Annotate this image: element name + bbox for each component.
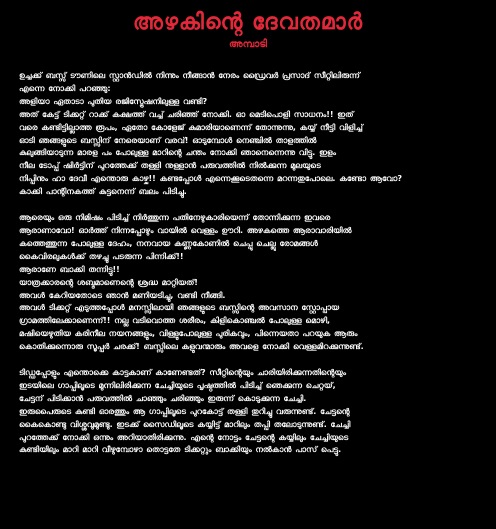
text-line: അളിയാ ഏതാടാ പുതിയ രജിസ്ട്രേഷനിലുള്ള വണ്ടി? [19,96,208,106]
paragraph [19,70,477,199]
paragraph [19,212,477,354]
text-line: കൈവിരലുകൾക്ക് തഴച്ചു പടരുന്ന പിന്നിക്ക്!! [19,251,184,261]
text-line: എന്നെ നോക്കി പറഞ്ഞു: [19,83,111,93]
text-line: ഗ്രാമത്തിലേക്കാണെന്ന്!! നല്ല വടിവൊത്ത ശരീരം, കിളികൊഞ്ചൽ പോലുള്ള മൊഴി, [19,316,331,326]
text-line: കുലുങ്ങിയാടുന്ന മാരള പം പോലുള്ള മാറിന്റെ ചന്തം നോക്കി ഞാനെന്നെന്നു വിട്ടു. ഇളം [19,148,336,158]
text-line: മഷിയെഴുതിയ കരിനീല നയനങ്ങളും, വിള്ളുപോലുള്ള പുരികവും, പിന്നെയതാ പറയുക ആരും [19,329,358,339]
text-line: വരെ കണ്ടിട്ടില്ലാത്ത രൂപം, ഏതോ കോളേജ് കുമാരിയാണെന്ന് തോന്നുന്നു, കയ്യ് നീട്ടി വിളിച്ച് [19,122,363,132]
text-line: ഉച്ചക്ക് ബസ്സ് ടൗണിലെ സ്റ്റാൻഡിൽ നിന്നും നീങ്ങാൻ നേരം ഡ്രൈവർ പ്രസാദ് സീറ്റിലിരുന്ന് [19,71,360,80]
text-line: ഇരുപൈരുടെ കുണ്ടി ഓരത്തും ആ ഗാപ്പിലൂടെ പുറകോട്ട് തള്ളി തുറിച്ചു വരുന്നുണ്ട്. ചേട്ടന്റെ [19,406,350,416]
text-line: ഓടി ഞങ്ങളുടെ ബസ്സിന് നേരെയാണ് വരവ്! ഓടുമ്പോൾ നെഞ്ചിൽ താളത്തിൽ [19,135,317,145]
text-line: അവൾ ടിക്കറ്റ് എടുത്തപ്പോൾ മനസ്സിലായി ഞങ്ങളുടെ ബസ്സിന്റെ അവസാന സ്റ്റോപ്പായ [19,303,340,313]
text-line: ആരെയും ഒരു നിമിഷം പിടിച്ച് നിർത്തുന്ന പതിനേഴുകാരിയെന്ന് തോന്നിക്കുന്ന ഇവരെ [19,213,331,223]
text-line: നിപ്പിനും ഹാ ദേവീ എന്തൊരു കാഴ്ച!! കണ്ടപ്പോൾ എന്നെക്കൂടെതന്നെ മറന്നതുപോലെ. കണ്ടോ ആവോ? [19,174,402,184]
text-line: കൈകൊണ്ടു വിശ്ശവുമുണ്ടു. ഇടക്ക് സൈഡിലൂടെ കയ്യിട്ട് മാറിലും തപ്പി തലോടുന്നുണ്ട്. ചേച്ചി [19,419,351,429]
text-line: പുറത്തേക്ക് നോക്കി ഒന്നും അറിയാതിരിക്കുന്നു. എന്റെ നോട്ടം ചേട്ടന്റെ കയ്യിലും ചേച്ചിയുടെ [19,432,349,442]
text-line: അത് കേട്ട് ടിക്കറ്റ് റാക്ക് കക്ഷത്ത് വച്ച് ചരിഞ്ഞ് നോക്കി. ഓ മെടിപൊളി സാധനം!! ഇത് [19,109,354,119]
text-line: കത്തെത്തുന്ന പോലുള്ള ദേഹം, നനവായ കണ്ണകോണിൽ ചെപ്പു ചെല്ലു രോമങ്ങൾ [19,238,318,248]
text-line: ആരാണേ ബാക്കി തന്നിട്ടു!! [19,264,120,274]
text-line: യാത്രക്കാരന്റെ ശബ്ദമാണെന്റെ ശ്രദ്ധ മാറ്റിയത്! [19,277,198,287]
text-line: ചേട്ടന് പിടിക്കാൻ പരുവത്തിൽ ചാഞ്ഞും ചരിഞ്ഞും ഇരുന്ന് കൊടുക്കുന്ന ചേച്ചി. [19,393,307,403]
document-author: അമ്പാടി [229,39,267,50]
text-line: കുണ്ടിയിലും മാറി മാറി വീഴുമ്പോഴാ തൊട്ടതേ ടിക്കറ്റും ബാക്കിയും നൽകാൻ പാസ് പെട്ടു. [19,445,342,455]
text-line: അവൾ കേറിയതോടെ ഞാൻ മണിയടിച്ചു, വണ്ടി നീങ്ങി. [19,290,226,300]
text-line: ആരാണാവോ! ഓർത്ത് നിന്നപ്പോഴും വായിൽ വെള്ളം ഊറി. അഴകത്തെ ആരാവാരിയിൽ [19,225,352,235]
text-line: നീല ടോപ്പ് ഷിർട്ടിന് പുറത്തേക്ക് തള്ളി നുള്ളാൻ പരുവത്തിൽ നിൽക്കുന്ന മുലയുടെ [19,161,321,171]
document-title: അഴകിന്റെ ദേവതമാർ [132,10,364,35]
text-line: ടിഡ്ഡപ്പോളും എന്തൊക്കെ കാട്ടകാണ് കാണേണ്ടത്? സീറ്റിന്റെയും ചാരിയിരിക്കുന്നതിന്റെയും [19,368,346,378]
document-body [19,70,477,457]
paragraph [19,367,477,457]
text-line: ഇടയിലെ ഗാപ്പിലൂടെ മുന്നിലിരിക്കുന്ന ചേച്ചിയുടെ പൃഷ്ഠത്തിൽ പിടിച്ച് ഞെക്കുന്ന ചെറ്റയ്, [19,380,336,390]
text-line: കാക്കി പാന്റിനകത്ത് കുട്ടനെന്ന് ബലം പിടിച്ചു. [19,187,187,197]
text-line: കൊതിക്കുന്നൊരു സൂപ്പർ ചരക്ക്! ബസ്സിലെ കളുവന്മാരും അവളെ നോക്കി വെള്ളമിറക്കുന്നുണ്ട്. [19,342,364,352]
